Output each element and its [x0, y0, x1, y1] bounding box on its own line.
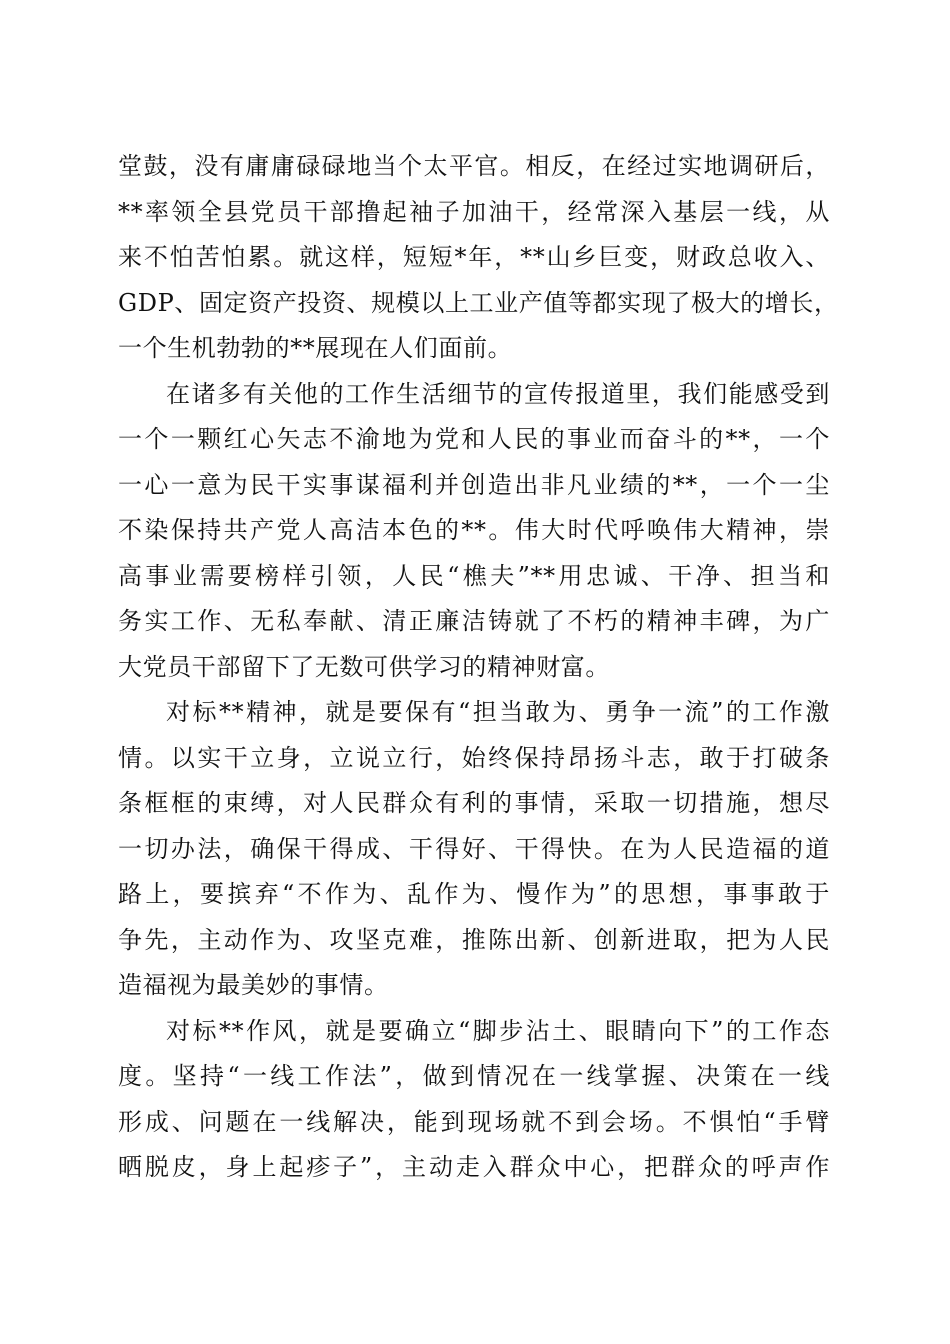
text-line: 在诸多有关他的工作生活细节的宣传报道里，我们能感受到	[166, 379, 830, 408]
text-line: 堂鼓，没有庸庸碌碌地当个太平官。相反，在经过实地调研后，	[118, 152, 830, 180]
text-line: 对标**精神，就是要保有“担当敢为、勇争一流”的工作激	[166, 698, 830, 726]
text-line: **率领全县党员干部撸起袖子加油干，经常深入基层一线，从	[118, 197, 830, 226]
text-line: 争先，主动作为、攻坚克难，推陈出新、创新进取，把为人民	[118, 925, 830, 954]
paragraph-1	[118, 144, 839, 372]
text-line: 一个一颗红心矢志不渝地为党和人民的事业而奋斗的**，一个	[118, 425, 830, 453]
paragraph-3	[118, 690, 830, 1009]
text-line: 情。以实干立身，立说立行，始终保持昂扬斗志，敢于打破条	[118, 743, 830, 772]
text-line: 对标**作风，就是要确立“脚步沾土、眼睛向下”的工作态	[166, 1016, 830, 1045]
text-line: 形成、问题在一线解决，能到现场就不到会场。不惧怕“手臂	[118, 1107, 830, 1136]
text-line: GDP、固定资产投资、规模以上工业产值等都实现了极大的增长，	[118, 288, 839, 317]
text-line: 一切办法，确保干得成、干得好、干得快。在为人民造福的道	[118, 834, 830, 863]
text-line: 晒脱皮，身上起疹子”，主动走入群众中心，把群众的呼声作	[118, 1153, 830, 1181]
text-line: 一个生机勃勃的**展现在人们面前。	[118, 334, 513, 362]
text-line: 高事业需要榜样引领，人民“樵夫”**用忠诚、干净、担当和	[118, 561, 830, 590]
text-line: 路上，要摈弃“不作为、乱作为、慢作为”的思想，事事敢于	[118, 880, 830, 908]
text-line: 大党员干部留下了无数可供学习的精神财富。	[118, 652, 610, 681]
text-line: 一心一意为民干实事谋福利并创造出非凡业绩的**，一个一尘	[118, 470, 830, 499]
text-line: 来不怕苦怕累。就这样，短短*年，**山乡巨变，财政总收入、	[118, 243, 830, 271]
text-line: 不染保持共产党人高洁本色的**。伟大时代呼唤伟大精神，崇	[118, 516, 830, 544]
text-line: 务实工作、无私奉献、清正廉洁铸就了不朽的精神丰碑，为广	[118, 607, 830, 635]
document-body	[118, 144, 839, 1191]
text-line: 度。坚持“一线工作法”，做到情况在一线掌握、决策在一线	[118, 1062, 830, 1090]
text-line: 条框框的束缚，对人民群众有利的事情，采取一切措施，想尽	[118, 789, 830, 817]
paragraph-4	[118, 1009, 830, 1191]
text-line: 造福视为最美妙的事情。	[118, 971, 389, 999]
paragraph-2	[118, 372, 830, 691]
